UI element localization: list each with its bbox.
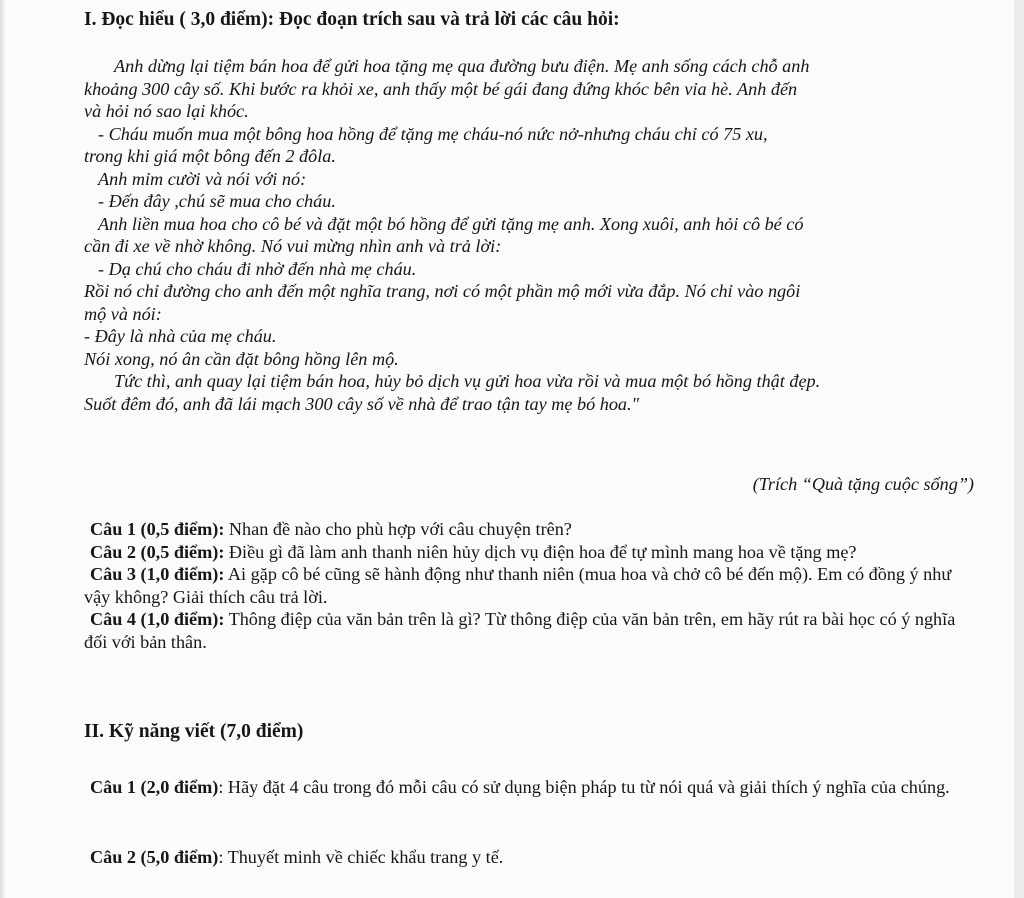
story-source: (Trích “Quà tặng cuộc sống”) [752,474,974,494]
story-line: - Đây là nhà của mẹ cháu. [84,326,277,346]
question-label: Câu 4 (1,0 điểm): [90,609,225,629]
question-text: Nhan đề nào cho phù hợp với câu chuyện trên? [224,519,572,539]
question-3 [84,563,980,608]
story-line: Anh dừng lại tiệm bán hoa để gửi hoa tặng mẹ qua đường bưu điện. Mẹ anh sống cách chỗ anh [114,56,810,76]
story-line: Suốt đêm đó, anh đã lái mạch 300 cây số về nhà để trao tận tay mẹ bó hoa." [84,393,640,414]
story-line: Rồi nó chỉ đường cho anh đến một nghĩa trang, nơi có một phần mộ mới vừa đắp. Nó chỉ vào ngôi [84,281,801,301]
question-4 [84,608,980,653]
question-label: Câu 1 (0,5 điểm): [90,519,225,539]
writing-question-2 [90,847,503,868]
question-label: Câu 1 (2,0 điểm) [90,777,219,797]
story-line: mộ và nói: [84,303,162,324]
question-text: : Hãy đặt 4 câu trong đó mỗi câu có sử dụng biện pháp tu từ nói quá và giải thích ý nghĩa của chúng. [218,777,950,797]
story-line: cần đi xe về nhờ không. Nó vui mừng nhìn anh và trả lời: [84,236,502,256]
story-line: trong khi giá một bông đến 2 đôla. [84,146,336,166]
question-text: Ai gặp cô bé cũng sẽ hành động như thanh niên (mua hoa và chở cô bé đến mộ). Em có đồng ý như vậy không? Giải thích câu trả lời. [84,564,952,607]
question-label: Câu 2 (0,5 điểm): [90,541,225,562]
story-line: Anh liền mua hoa cho cô bé và đặt một bó hồng để gửi tặng mẹ anh. Xong xuôi, anh hỏi cô bé có [98,213,804,234]
question-text: : Thuyết minh về chiếc khẩu trang y tế. [218,847,504,867]
section-2-title: II. Kỹ năng viết (7,0 điểm) [84,721,304,742]
writing-question-1 [84,776,980,799]
page-margin-edge [1014,0,1024,898]
question-1 [84,518,980,541]
story-line: - Cháu muốn mua một bông hoa hồng để tặng mẹ cháu-nó nức nở-nhưng cháu chỉ có 75 xu, [98,123,768,144]
story-line: khoảng 300 cây số. Khi bước ra khỏi xe, anh thấy một bé gái đang đứng khóc bên vỉa hè. Anh đến [84,78,798,99]
section-1-title: I. Đọc hiểu ( 3,0 điểm): Đọc đoạn trích sau và trả lời các câu hỏi: [84,9,620,30]
story-line: - Đến đây ,chú sẽ mua cho cháu. [98,191,336,211]
question-label: Câu 2 (5,0 điểm) [90,847,219,867]
story-line: Tức thì, anh quay lại tiệm bán hoa, hủy bỏ dịch vụ gửi hoa vừa rồi và mua một bó hồng thật đẹp. [114,371,821,391]
story-line: Nói xong, nó ân cần đặt bông hồng lên mộ. [84,348,399,369]
question-label: Câu 3 (1,0 điểm): [90,564,225,584]
story-line: - Dạ chú cho cháu đi nhờ đến nhà mẹ cháu. [98,258,417,279]
story-passage [84,55,980,415]
question-text: Thông điệp của văn bản trên là gì? Từ thông điệp của văn bản trên, em hãy rút ra bài học có ý nghĩa đối với bản thân. [84,609,956,652]
reading-questions [84,518,980,653]
story-line: Anh mỉm cười và nói với nó: [98,168,307,189]
page-edge-shadow [0,0,6,898]
story-line: và hỏi nó sao lại khóc. [84,101,249,121]
question-text: Điều gì đã làm anh thanh niên hủy dịch vụ điện hoa để tự mình mang hoa về tặng mẹ? [224,541,857,562]
question-2 [84,541,980,564]
